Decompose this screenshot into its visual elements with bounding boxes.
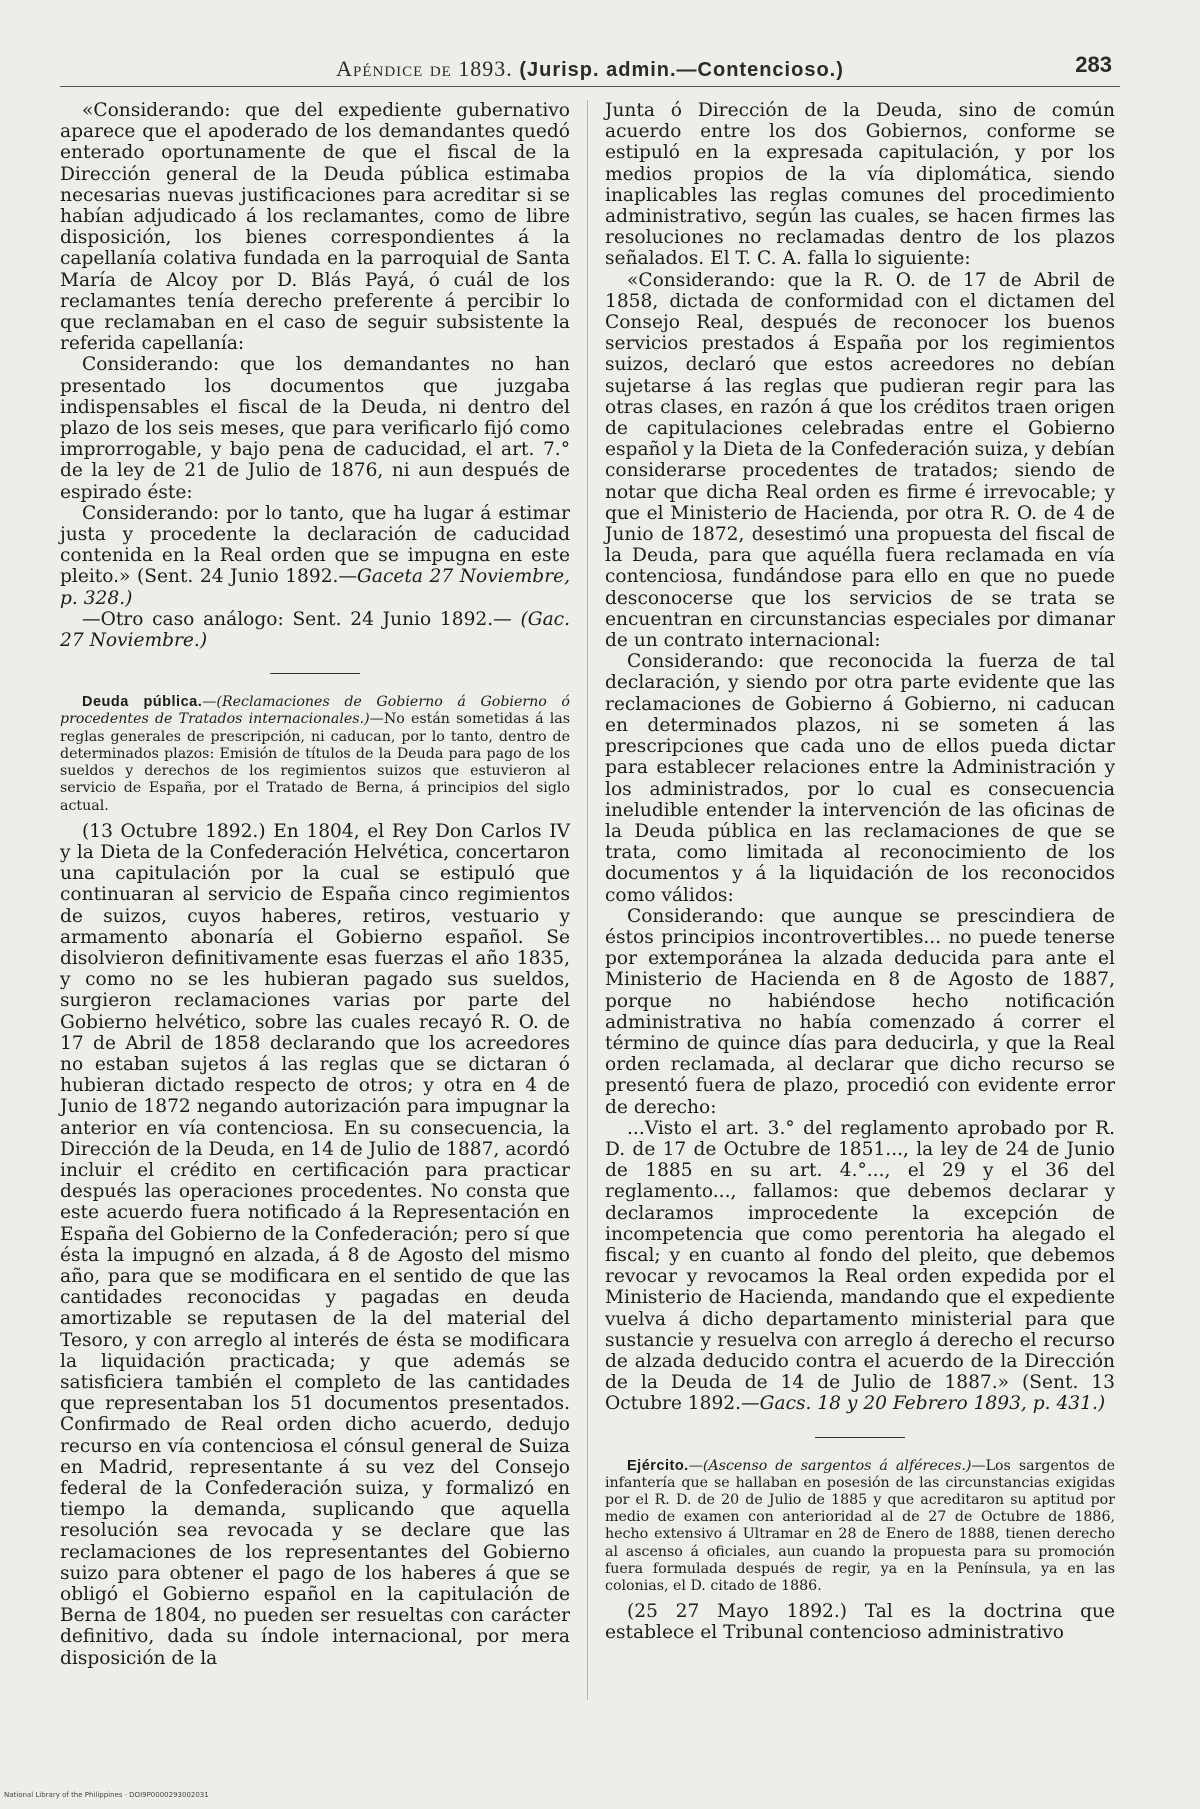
scan-footer: National Library of the Philippines · DOI9P0000293002031: [4, 1791, 209, 1799]
column-divider: [587, 100, 588, 1700]
left-column: [60, 100, 570, 1669]
section-divider: [815, 1437, 905, 1438]
header-title: [336, 56, 844, 82]
paragraph: [60, 609, 570, 651]
entry-heading: Deuda pública.: [82, 694, 203, 711]
paragraph: Junta ó Dirección de la Deuda, sino de común acuerdo entre los dos Gobiernos, conforme se estipuló en la expresada capitulación, y por los medios propios de la vía diplomática, siendo inaplicables las reglas comunes del procedimiento administrativo, según las cuales, se hacen firmes las resoluciones no reclamadas dentro de los plazos señalados. El T. C. A. falla lo siguiente:: [605, 100, 1115, 270]
citation: Gacs. 18 y 20 Febrero 1893, p. 431.): [759, 1393, 1106, 1415]
paragraph: Considerando: que los demandantes no han presentado los documentos que juzgaba indispensables el fiscal de la Deuda, ni dentro del plazo de los seis meses, que para verificarlo fijó como improrrogable, y bajo pena de caducidad, el art. 7.° de la ley de 21 de Julio de 1876, ni aun después de espirado éste:: [60, 354, 570, 503]
right-column: [605, 100, 1115, 1644]
citation: (Gac. 27 Noviembre.): [60, 608, 570, 652]
entry-subtitle: —(Ascenso de sargentos á alféreces.): [688, 1457, 972, 1474]
citation: Gaceta 27 Noviembre, p. 328.): [60, 566, 570, 609]
paragraph: «Considerando: que la R. O. de 17 de Abril de 1858, dictada de conformidad con el dictamen del Consejo Real, después de reconocer los buenos servicios prestados á España por los regimientos suizos, declaró que estos acreedores no debían sujetarse á las reglas que pudieran regir para las otras clases, en razón á que los créditos traen origen de capitulaciones celebradas entre el Gobierno español y la Dieta de la Confederación suiza, y debían considerarse procedentes de tratados; siendo de notar que dicha Real orden es firme é irrevocable; y que el Ministerio de Hacienda, por otra R. O. de 4 de Junio de 1872, desestimó una propuesta del fiscal de la Deuda, para que aquélla fuera reclamada en vía contenciosa, fundándose para ello en que no puede desconocerse que los servicios de se trata se encuentran en circunstancias especiales por dimanar de un contrato internacional:: [605, 269, 1116, 652]
paragraph: (25 27 Mayo 1892.) Tal es la doctrina que establece el Tribunal contencioso administrativo: [605, 1601, 1115, 1644]
section-divider: [270, 673, 360, 674]
header-title-main: Apéndice de 1893.: [336, 56, 513, 81]
paragraph-text: Considerando: por lo tanto, que ha lugar á estimar justa y procedente la declaración de caducidad contenida en la Real orden que se impugna en este pleito.» (Sent. 24 Junio 1892.—: [60, 502, 570, 588]
paragraph-text: ...Visto el art. 3.° del reglamento aprobado por R. D. de 17 de Octubre de 1851..., la ley de 24 de Junio de 1885 en su art. 4.°..., el 29 y el 36 del reglamento..., fallamos: que debemos declarar y declaramos improcedente la excepción de incompetencia que como perentoria ha alegado el fiscal; y en cuanto al fondo del pleito, que debemos revocar y revocamos la Real orden expedida por el Ministerio de Hacienda, mandando que el expediente vuelva á dicho departamento ministerial para que sustancie y resuelva con arreglo á derecho el recurso de alzada deducido contra el acuerdo de la Dirección de la Deuda de 14 de Julio de 1887.» (Sent. 13 Octubre 1892.—: [605, 1117, 1115, 1415]
paragraph: (13 Octubre 1892.) En 1804, el Rey Don Carlos IV y la Dieta de la Confederación Helvética, concertaron una capitulación por la cual se estipuló que continuaran al servicio de España cinco regimientos de suizos, cuyos haberes, retiros, vestuario y armamento abonaría el Gobierno español. Se disolvieron definitivamente esas fuerzas el año 1835, y como no se les hubieran pagado sus sueldos, surgieron reclamaciones varias por parte del Gobierno helvético, sobre las cuales recayó R. O. de 17 de Abril de 1858 declarando que los acreedores no estaban sujetos á las reglas que se dictaran ó hubieran dictado respecto de otros; y otra en 4 de Junio de 1872 negando autorización para impugnar la anterior en vía contenciosa. En su consecuencia, la Dirección de la Deuda, en 14 de Julio de 1887, acordó incluir el crédito en certificación para practicar después las operaciones procedentes. No consta que este acuerdo fuera notificado á la Representación en España del Gobierno de la Confederación; pero sí que ésta la impugnó en alzada, á 8 de Agosto del mismo año, para que se modificara en el sentido de que las cantidades reconocidas y pagadas en deuda amortizable se reputasen de la del material del Tesoro, y con arreglo al interés de ésta se modificara la liquidación practicada; y que además se satisficiera también el completo de las cantidades que representaban los 51 documentos presentados. Confirmado de Real orden dicho acuerdo, dedujo recurso en vía contenciosa el cónsul general de Suiza en Madrid, representante á su vez del Consejo federal de la Confederación suiza, y formalizó en tiempo la demanda, suplicando que aquella resolución sea revocada y se declare que las reclamaciones de los representantes del Gobierno suizo para obtener el pago de los haberes á que se obligó el Gobierno español en la capitulación de Berna de 1804, no pueden ser resueltas con carácter definitivo, dada su índole internacional, por mera disposición de la: [60, 820, 570, 1669]
paragraph-text: —Otro caso análogo: Sent. 24 Junio 1892.—: [82, 608, 512, 630]
paragraph: Considerando: que reconocida la fuerza de tal declaración, y siendo por otra parte evidente que las reclamaciones de Gobierno á Gobierno, ni caducan en determinados plazos, ni se someten á las prescripciones que cada uno de ellos pueda dictar para establecer relaciones entre la Administración y los administrados, por lo cual es consecuencia ineludible entender la intervención de las oficinas de la Deuda pública en las reclamaciones de que se trata, como limitada al reconocimiento de los documentos y á la liquidación de los reconocidos como válidos:: [605, 651, 1115, 906]
running-header: [60, 52, 1120, 87]
entry-summary-text: —No están sometidas á las reglas generales de prescripción, ni caducan, por lo tanto, dentro de determinados plazos: Emisión de títulos de la Deuda para pago de los sueldos y derechos de los regimientos suizos que estuvieron al servicio de España, por el Tratado de Berna, á principios del siglo actual.: [60, 711, 571, 814]
paragraph: Considerando: que aunque se prescindiera de éstos principios incontrovertibles... no puede tenerse por extemporánea la alzada deducida para ante el Ministerio de Hacienda en 8 de Agosto de 1887, porque no habiéndose hecho notificación administrativa no había comenzado á correr el término de quince días para deducirla, y que la Real orden reclamada, al declarar que dicho recurso se presentó fuera de plazo, procedió con evidente error de derecho:: [605, 905, 1115, 1118]
header-title-subject: (Jurisp. admin.—Contencioso.): [519, 59, 844, 81]
entry-summary-text: —Los sargentos de infantería que se hallaban en posesión de las circunstancias exigidas por el R. D. de 20 de Julio de 1885 y que acreditaron su aptitud por medio de examen con anterioridad al de 27 de Octubre de 1886, hecho extensivo á Ultramar en 28 de Enero de 1888, tienen derecho al ascenso á oficiales, aun cuando la propuesta para su promoción fuera formulada después de regir, ya en la Península, ya en las colonias, el D. citado de 1886.: [605, 1457, 1115, 1595]
entry-summary: [605, 1458, 1115, 1596]
paragraph: [60, 503, 570, 609]
entry-summary: [60, 694, 570, 814]
entry-heading: Ejército.: [627, 1457, 689, 1474]
paragraph: [605, 1118, 1115, 1415]
page-number: 283: [1075, 52, 1112, 77]
paragraph: «Considerando: que del expediente gubernativo aparece que el apoderado de los demandantes quedó enterado oportunamente de que el fiscal de la Dirección general de la Deuda pública estimaba necesarias nuevas justificaciones para acreditar si se habían adjudicado á los reclamantes, como de libre disposición, los bienes correspondientes á la capellanía colativa fundada en la parroquial de Santa María de Alcoy por D. Blás Payá, ó cuál de los reclamantes tenía derecho preferente á percibir lo que reclamaban en el caso de seguir subsistente la referida capellanía:: [60, 100, 570, 355]
entry-subtitle: —(Reclamaciones de Gobierno á Gobierno ó procedentes de Tratados internacionales.): [60, 694, 570, 728]
